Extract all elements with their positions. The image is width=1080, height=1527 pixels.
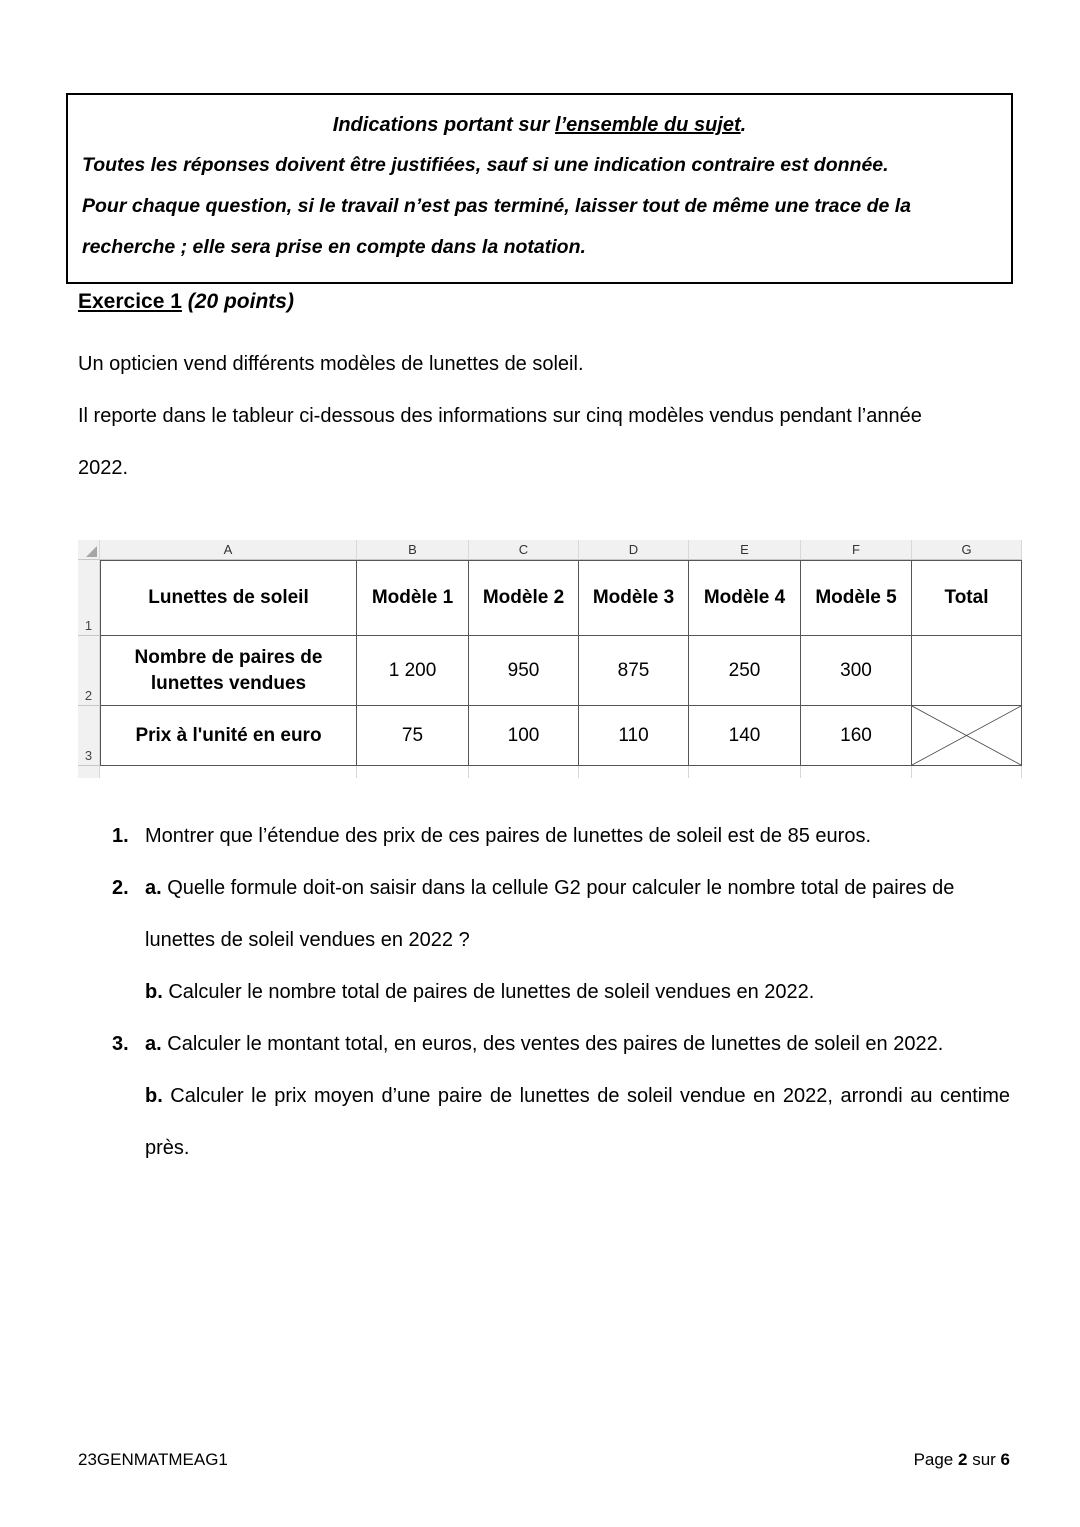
question-3a-body (145, 1018, 1010, 1070)
instructions-line-3: recherche ; elle sera prise en compte dans la notation. (82, 236, 586, 258)
column-header-d[interactable]: D (579, 540, 689, 560)
instructions-line-2: Pour chaque question, si le travail n’est pas terminé, laisser tout de même une trace de la (82, 195, 912, 217)
cell-g3-crossed-out[interactable] (912, 706, 1022, 766)
cell-e3[interactable]: 140 (689, 706, 801, 766)
instructions-title-suffix: . (740, 114, 747, 136)
footer-page-mid: sur (967, 1450, 1001, 1469)
cell-c3[interactable]: 100 (469, 706, 579, 766)
cell-a3[interactable]: Prix à l'unité en euro (100, 706, 357, 766)
tail-cell-a (100, 766, 357, 778)
question-3a (78, 1018, 1010, 1070)
question-2-number: 2. (112, 877, 129, 899)
instructions-box (66, 93, 1013, 284)
spreadsheet (78, 540, 1006, 778)
cell-a1[interactable]: Lunettes de soleil (100, 560, 357, 636)
footer-page-number: 2 (958, 1450, 968, 1469)
row-header-tail (78, 766, 100, 778)
exercise-intro-line-1: Un opticien vend différents modèles de lunettes de soleil. (78, 353, 584, 375)
question-2a (78, 862, 1010, 966)
question-3b-marker: b. (145, 1085, 163, 1107)
row-header-3[interactable]: 3 (78, 706, 100, 766)
cell-e2[interactable]: 250 (689, 636, 801, 706)
tail-cell-f (801, 766, 912, 778)
question-1-number: 1. (112, 825, 129, 847)
question-2a-body (145, 862, 1010, 966)
cell-f1[interactable]: Modèle 5 (801, 560, 912, 636)
cell-d3[interactable]: 110 (579, 706, 689, 766)
question-list (78, 810, 1010, 1174)
column-header-g[interactable]: G (912, 540, 1022, 560)
instructions-line-1: Toutes les réponses doivent être justifiées, sauf si une indication contraire est donnée. (82, 154, 889, 176)
question-1 (78, 810, 1010, 862)
tail-cell-b (357, 766, 469, 778)
tail-cell-c (469, 766, 579, 778)
exercise-intro-paragraph (78, 390, 1010, 494)
row-header-2[interactable]: 2 (78, 636, 100, 706)
cell-b3[interactable]: 75 (357, 706, 469, 766)
row-header-1[interactable]: 1 (78, 560, 100, 636)
question-3b-body (145, 1070, 1010, 1174)
exercise-title: Exercice 1 (78, 290, 182, 313)
column-header-e[interactable]: E (689, 540, 801, 560)
column-header-f[interactable]: F (801, 540, 912, 560)
exercise-intro-line-2: Il reporte dans le tableur ci-dessous des informations sur cinq modèles vendus pendant l’année (78, 405, 922, 427)
cell-c1[interactable]: Modèle 2 (469, 560, 579, 636)
cell-g2[interactable] (912, 636, 1022, 706)
select-all-corner[interactable] (78, 540, 100, 560)
footer-page-label: Page (913, 1450, 958, 1469)
question-3a-marker: a. (145, 1033, 162, 1055)
cell-b2[interactable]: 1 200 (357, 636, 469, 706)
footer-page-indicator (914, 1450, 1010, 1470)
instructions-title-prefix: Indications portant sur (332, 114, 556, 136)
cell-b1[interactable]: Modèle 1 (357, 560, 469, 636)
footer-subject-code: 23GENMATMEAG1 (78, 1450, 228, 1469)
tail-cell-d (579, 766, 689, 778)
cell-d1[interactable]: Modèle 3 (579, 560, 689, 636)
cell-e1[interactable]: Modèle 4 (689, 560, 801, 636)
footer-page-total: 6 (1000, 1450, 1010, 1469)
question-2a-marker: a. (145, 877, 162, 899)
cell-f2[interactable]: 300 (801, 636, 912, 706)
question-1-text: Montrer que l’étendue des prix de ces paires de lunettes de soleil est de 85 euros. (145, 825, 871, 847)
cell-a2[interactable]: Nombre de paires de lunettes vendues (100, 636, 357, 706)
question-3b-text: Calculer le prix moyen d’une paire de lunettes de soleil vendue en 2022, arrondi au centime près. (145, 1085, 1011, 1159)
cell-d2[interactable]: 875 (579, 636, 689, 706)
question-3a-text: Calculer le montant total, en euros, des ventes des paires de lunettes de soleil en 2022. (167, 1033, 944, 1055)
page-footer (78, 1450, 1010, 1470)
question-3-number: 3. (112, 1033, 129, 1055)
cell-f3[interactable]: 160 (801, 706, 912, 766)
exercise-intro-line-3: 2022. (78, 457, 129, 479)
tail-cell-e (689, 766, 801, 778)
exercise-heading (78, 288, 294, 316)
instructions-title-underlined: l’ensemble du sujet (555, 114, 741, 136)
question-2b (78, 966, 1010, 1018)
corner-triangle-icon (86, 546, 97, 557)
question-2b-body (145, 966, 1010, 1018)
exercise-points: (20 points) (187, 290, 294, 313)
tail-cell-g (912, 766, 1022, 778)
question-2b-text: Calculer le nombre total de paires de lunettes de soleil vendues en 2022. (168, 981, 815, 1003)
question-3b (78, 1070, 1010, 1174)
column-header-a[interactable]: A (100, 540, 357, 560)
column-header-b[interactable]: B (357, 540, 469, 560)
question-2a-text: Quelle formule doit-on saisir dans la cellule G2 pour calculer le nombre total de paires de lunettes de soleil vendues en 2022 ? (145, 877, 955, 951)
cross-out-icon (912, 706, 1021, 765)
column-header-c[interactable]: C (469, 540, 579, 560)
instructions-title (82, 105, 997, 145)
question-2b-marker: b. (145, 981, 163, 1003)
cell-c2[interactable]: 950 (469, 636, 579, 706)
cell-g1[interactable]: Total (912, 560, 1022, 636)
spreadsheet-grid (78, 540, 1006, 778)
